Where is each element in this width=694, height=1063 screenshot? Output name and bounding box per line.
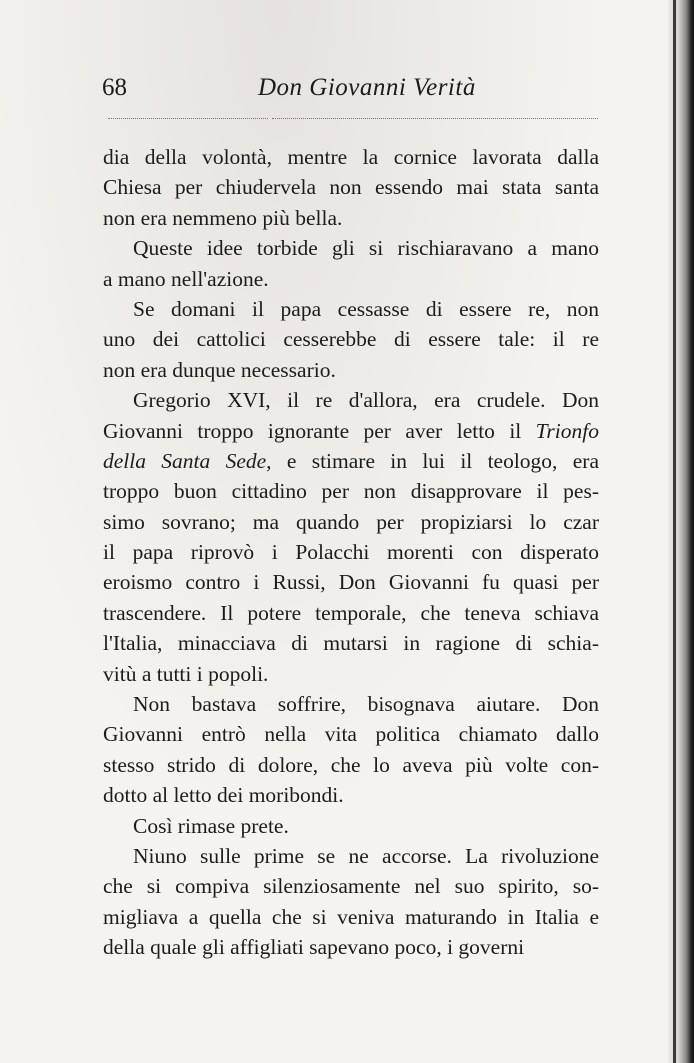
- text-line: non era dunque necessario.: [103, 357, 336, 382]
- text-line: Giovanni entrò nella vita politica chiamato dallo: [103, 722, 599, 747]
- text-line: l'Italia, minacciava di mutarsi in ragione di schia-: [103, 631, 599, 656]
- text-line: Niuno sulle prime se ne accorse. La rivoluzione: [133, 843, 599, 868]
- text-line: Chiesa per chiudervela non essendo mai stata santa: [103, 175, 599, 200]
- text-line: Così rimase prete.: [133, 813, 289, 838]
- book-spine-shadow: [668, 0, 694, 1063]
- text-line: Non bastava soffrire, bisognava aiutare. Don: [133, 692, 599, 717]
- paragraph: [103, 233, 599, 294]
- text-line: che si compiva silenziosamente nel suo spirito, so-: [103, 874, 599, 899]
- paragraph: [103, 811, 599, 841]
- text-line: eroismo contro i Russi, Don Giovanni fu quasi per: [103, 570, 599, 595]
- body-text: [103, 142, 599, 963]
- text-line: trascendere. Il potere temporale, che teneva schiava: [103, 600, 599, 625]
- text-line: non era nemmeno più bella.: [103, 205, 343, 230]
- text-line: Queste idee torbide gli si rischiaravano a mano: [133, 236, 599, 261]
- header-rule-left: [108, 118, 268, 119]
- italic-title: Trionfo: [535, 418, 599, 443]
- page-edge: [673, 0, 676, 1063]
- text-line: a mano nell'azione.: [103, 266, 269, 291]
- paragraph: [103, 841, 599, 963]
- text-line: Gregorio XVI, il re d'allora, era crudele. Don: [133, 388, 599, 413]
- text-line: migliava a quella che si veniva maturando in Italia e: [103, 904, 599, 929]
- paragraph: [103, 294, 599, 385]
- text-line: Se domani il papa cessasse di essere re, non: [133, 296, 599, 321]
- italic-title: della Santa Sede,: [103, 448, 272, 473]
- text-line: della Santa Sede, e stimare in lui il teologo, era: [103, 448, 599, 473]
- text-line: della quale gli affigliati sapevano poco, i governi: [103, 935, 525, 960]
- text-line: vitù a tutti i popoli.: [103, 661, 269, 686]
- text-line: il papa riprovò i Polacchi morenti con disperato: [103, 540, 599, 565]
- paragraph: [103, 689, 599, 811]
- header-rule-right: [272, 118, 598, 119]
- text-line: dotto al letto dei moribondi.: [103, 783, 344, 808]
- page-number: 68: [102, 74, 127, 101]
- text-line: simo sovrano; ma quando per propiziarsi lo czar: [103, 509, 599, 534]
- text-line: Giovanni troppo ignorante per aver letto il Trionfo: [103, 418, 599, 443]
- paragraph: [103, 142, 599, 233]
- page-header: [100, 70, 600, 110]
- text-line: stesso strido di dolore, che lo aveva più volte con-: [103, 752, 599, 777]
- text-line: dia della volontà, mentre la cornice lavorata dalla: [103, 145, 599, 169]
- running-title: Don Giovanni Verità: [258, 74, 476, 101]
- text-line: uno dei cattolici cesserebbe di essere tale: il re: [103, 327, 599, 352]
- text-line: troppo buon cittadino per non disapprovare il pes-: [103, 479, 599, 504]
- paragraph: [103, 385, 599, 689]
